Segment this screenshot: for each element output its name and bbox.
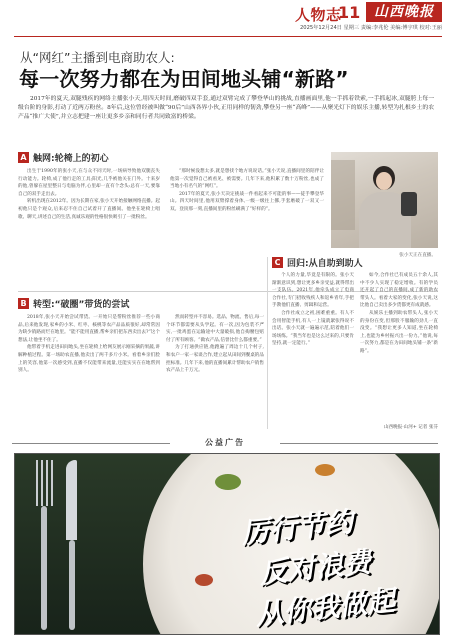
knife-icon bbox=[65, 460, 79, 630]
section-c-paragraph: 从娱乐主播到助农带头人,张小天的身份在变,但那股不服输的劲儿一直没变。“我想让更多人知道,坐在轮椅上,也能为乡村振兴出一份力。”他说,每一次努力,都是在为田间地头铺一条“新路”。 bbox=[360, 310, 438, 354]
section-c-paragraph: 个人的力量,毕竟是有限的。张小天渐渐意识到,想让更多乡亲受益,就得带出一支队伍。2021年,他牵头成立了电商合作社,专门招收残疾人和返乡青年,手把手教他们直播、剪辑和运营。 bbox=[272, 273, 354, 309]
article-byline: 山西晚报·山河+ 记者 张芬 bbox=[383, 425, 438, 430]
section-a-paragraph: 转机出现在2012年。因为长期在家,张小天开始接触网络直播。起初他只是个观众,后来忍不住自己试着开了直播间。他坐在轮椅上唱歌、聊天,讲述自己的生活,真诚乐观的性格很快吸引了一批粉丝。 bbox=[18, 199, 160, 220]
section-b-col-2 bbox=[166, 314, 264, 430]
section-name: 人物志 bbox=[295, 6, 342, 24]
microphone-icon bbox=[401, 192, 417, 216]
section-b-col-1 bbox=[18, 314, 160, 430]
page-number: 11 bbox=[338, 3, 361, 22]
section-a-letter: A bbox=[18, 152, 29, 163]
section-a-col-1 bbox=[18, 168, 160, 288]
ad-slogan-line-2: 反对浪费 bbox=[257, 545, 373, 590]
public-service-ad bbox=[14, 453, 440, 635]
section-c-col-2 bbox=[360, 272, 438, 422]
food-icon bbox=[315, 464, 335, 476]
section-b-paragraph: 2018年,张小天开始尝试带货。一开始只是帮粉丝推荐一些小商品,后来他发现,家乡的小米、红枣、核桃等农产品品质很好,却常常因为缺少销路而烂在地里。“能不能用直播,帮乡亲们把东西卖出去?”这个想法,让他坐不住了。 bbox=[18, 315, 160, 343]
article-lead: 2017年的夏天,双腿残疾的网络主播张小天,用四天时间,磨破四双手套,通过双臂完成了攀登华山的挑战,直播画面里,他一手抓着铁索,一手抓起冰,双腿胯上每一级台阶的身影,打动了近两万粉丝。8年后,这位曾经被叫做“90后”山西各界小伙,正用同样的韧劲,攀登另一座“高峰”——从聚光灯下的娱乐主播,转型为扎根乡土的农产品“推广大使”,并立志把建一座让更多乡亲和同行者共同致富的桥梁。 bbox=[18, 96, 434, 121]
section-c-title: 回归:从自助到助人 bbox=[287, 259, 363, 269]
section-b-paragraph: 然而转型并不容易。选品、物流、售后,每一个环节都需要从头学起。有一次,因为包装不严实,一批鸡蛋在运输途中大量破损,他自掏腰包赔付了所有顾客。“做农产品,信誉比什么都重要。” bbox=[166, 315, 264, 343]
food-icon bbox=[215, 474, 241, 490]
section-a-header bbox=[18, 151, 109, 164]
section-c-header bbox=[272, 256, 363, 269]
ad-slogan-line-1: 厉行节约 bbox=[239, 505, 355, 550]
section-a-title: 触网:轮椅上的初心 bbox=[33, 154, 109, 164]
column-divider bbox=[267, 257, 268, 429]
photo-caption: 张小天正在直播。 bbox=[399, 253, 436, 258]
masthead bbox=[0, 0, 450, 40]
section-a-paragraph: 2017年的夏天,张小天决定挑战一件看起来不可能的事——徒手攀登华山。四天时间里,他用双臂撑着身体,一级一级往上挪,手套磨破了一双又一双。登顶那一刻,直播间里的粉丝刷满了“好样的”。 bbox=[170, 191, 324, 212]
section-b-paragraph: 为了打通供应链,他跑遍了周边十几个村子,和农户一家一家谈合作,建立起从田间到餐桌的品控标准。几年下来,他的直播间累计帮助农户销售农产品上千万元。 bbox=[166, 345, 264, 374]
section-c-col-1 bbox=[272, 272, 354, 422]
issue-meta: 2025年12月24日 星期三 责编:李兆伦 美编:傅宇琪 校对:王丽 bbox=[300, 25, 442, 31]
section-a-col-2 bbox=[170, 168, 324, 288]
section-a-paragraph: “那时候没想太多,就是想找个地方说说话。”张小天说,直播间里的陪伴让他第一次觉得自己被看见、被需要。几年下来,他积累了数十万粉丝,也成了当地小有名气的“网红”。 bbox=[170, 169, 324, 190]
section-b-letter: B bbox=[18, 298, 29, 309]
ad-label: 公益广告 bbox=[170, 437, 280, 449]
paper-logo: 山西晚报 bbox=[366, 2, 442, 22]
section-c-paragraph: 如今,合作社已有成员五十余人,其中不少人实现了稳定增收。有的学员还开起了自己的直播间,成了新的助农带头人。看着大家的变化,张小天说,这比他自己卖出多少货都更有成就感。 bbox=[360, 273, 438, 309]
masthead-rule bbox=[14, 36, 442, 37]
section-c-letter: C bbox=[272, 257, 283, 268]
article-headline: 每一次努力都在为田间地头铺“新路” bbox=[19, 67, 349, 91]
article-subhead: 从“网红”主播到电商助农人: bbox=[20, 50, 175, 65]
ad-slogan-line-3: 从你我做起 bbox=[253, 583, 397, 632]
section-b-header bbox=[18, 297, 129, 310]
food-icon bbox=[195, 574, 213, 586]
section-b-paragraph: 他带着手机走进田间地头,坐在轮椅上给网友展示刚采摘的果蔬,讲解种植过程。第一场助农直播,他卖出了两千多斤小米。看着乡亲们脸上的笑容,他第一次感受到,直播不仅能带来流量,还能实实在在地帮到别人。 bbox=[18, 345, 160, 374]
section-b-title: 转型:“破圈”带货的尝试 bbox=[33, 300, 130, 310]
fork-icon bbox=[35, 460, 53, 630]
section-c-paragraph: 合作社成立之初,困难重重。有人不会用智能手机,有人一上镜就紧张得说不出话。张小天就一遍遍示范,陪着他们一场场练。“我当年也是这么过来的,只要肯坚持,就一定能行。” bbox=[272, 310, 354, 347]
article-photo bbox=[331, 152, 438, 248]
section-a-paragraph: 出生于1990年的张小天,在与众不同天时,一场病导致他双腿丧失行动能力。轮椅,成了他行走的工具;阳光,几乎被他关在门外。十来岁的他,曾躲在屋里整日与电脑为伴,心里却一直有个念头:总有一天,要靠自己的双手走出去。 bbox=[18, 169, 160, 197]
